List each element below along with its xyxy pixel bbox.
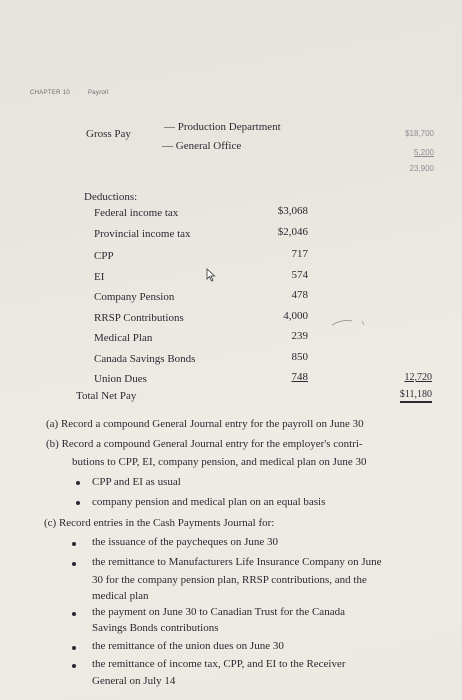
question-c-bullet: the issuance of the paycheques on June 30 xyxy=(92,536,279,548)
deduction-label: Company Pension xyxy=(94,291,175,303)
deduction-amount: $2,046 xyxy=(277,226,308,238)
deduction-label: EI xyxy=(94,271,105,283)
deduction-amount: $3,068 xyxy=(277,205,308,217)
deduction-row xyxy=(94,371,308,391)
deduction-amount: 4,000 xyxy=(283,310,308,322)
gross-pay-production-value: $18,700 xyxy=(405,129,434,138)
deduction-row xyxy=(94,205,308,225)
deduction-row xyxy=(94,248,308,268)
bullet-icon xyxy=(76,481,80,485)
deduction-amount: 574 xyxy=(291,269,308,281)
question-c-bullet-cont: General on July 14 xyxy=(92,675,176,687)
deduction-amount: 478 xyxy=(291,289,308,301)
deduction-label: Medical Plan xyxy=(94,332,153,344)
page-header xyxy=(30,90,124,96)
gross-pay-total-value: 23,900 xyxy=(409,164,434,173)
bullet-icon xyxy=(72,542,76,546)
question-c-bullet: the payment on June 30 to Canadian Trust for the Canada xyxy=(92,606,345,618)
gross-pay-label: Gross Pay xyxy=(86,128,131,140)
deduction-label: CPP xyxy=(94,250,114,262)
deduction-label: Canada Savings Bonds xyxy=(94,353,196,365)
deduction-label: Provincial income tax xyxy=(94,228,191,240)
question-c-bullet-cont: medical plan xyxy=(92,590,149,602)
gross-pay-office-value: 5,200 xyxy=(413,148,434,157)
question-b-bullet: CPP and EI as usual xyxy=(92,476,181,488)
gross-pay-production-line: — Production Department xyxy=(164,121,281,133)
gross-pay-office-line: — General Office xyxy=(162,140,242,152)
bullet-icon xyxy=(72,612,76,616)
question-b-line1: (b) Record a compound General Journal entry for the employer's contri- xyxy=(46,438,363,450)
question-c: (c) Record entries in the Cash Payments Journal for: xyxy=(44,517,275,529)
question-c-bullet-cont: Savings Bonds contributions xyxy=(92,622,219,634)
mouse-cursor-icon xyxy=(206,268,216,282)
bullet-icon xyxy=(76,501,80,505)
total-net-pay-value: $11,180 xyxy=(400,389,432,403)
section-label: Payroll xyxy=(87,90,109,96)
deduction-label: RRSP Contributions xyxy=(94,312,184,324)
question-c-bullet: the remittance to Manufacturers Life Insurance Company on June xyxy=(92,556,382,568)
deduction-row xyxy=(94,269,308,289)
question-c-bullet-cont: 30 for the company pension plan, RRSP contributions, and the xyxy=(92,574,367,586)
deduction-label: Federal income tax xyxy=(94,207,179,219)
deduction-amount: 850 xyxy=(291,351,308,363)
deduction-row xyxy=(94,330,308,350)
deduction-row xyxy=(94,351,308,371)
bullet-icon xyxy=(72,562,76,566)
question-b-line2: butions to CPP, EI, company pension, and medical plan on June 30 xyxy=(72,456,367,468)
chapter-label: CHAPTER 10 xyxy=(30,90,71,96)
pencil-mark-icon xyxy=(330,313,370,333)
bullet-icon xyxy=(72,646,76,650)
question-b-bullet: company pension and medical plan on an equal basis xyxy=(92,496,326,508)
deduction-row xyxy=(94,289,308,309)
deduction-amount: 717 xyxy=(291,248,308,260)
deduction-amount: 239 xyxy=(291,330,308,342)
deductions-title: Deductions: xyxy=(84,191,138,203)
question-c-bullet: the remittance of the union dues on June 30 xyxy=(92,640,284,652)
total-deductions-value: 12,720 xyxy=(404,372,432,383)
bullet-icon xyxy=(72,664,76,668)
total-net-pay-label: Total Net Pay xyxy=(76,390,137,402)
deduction-row xyxy=(94,310,308,330)
deduction-amount: 748 xyxy=(291,371,308,383)
question-c-bullet: the remittance of income tax, CPP, and EI to the Receiver xyxy=(92,658,346,670)
deduction-label: Union Dues xyxy=(94,373,147,385)
deduction-row xyxy=(94,226,308,246)
question-a: (a) Record a compound General Journal entry for the payroll on June 30 xyxy=(46,418,364,430)
